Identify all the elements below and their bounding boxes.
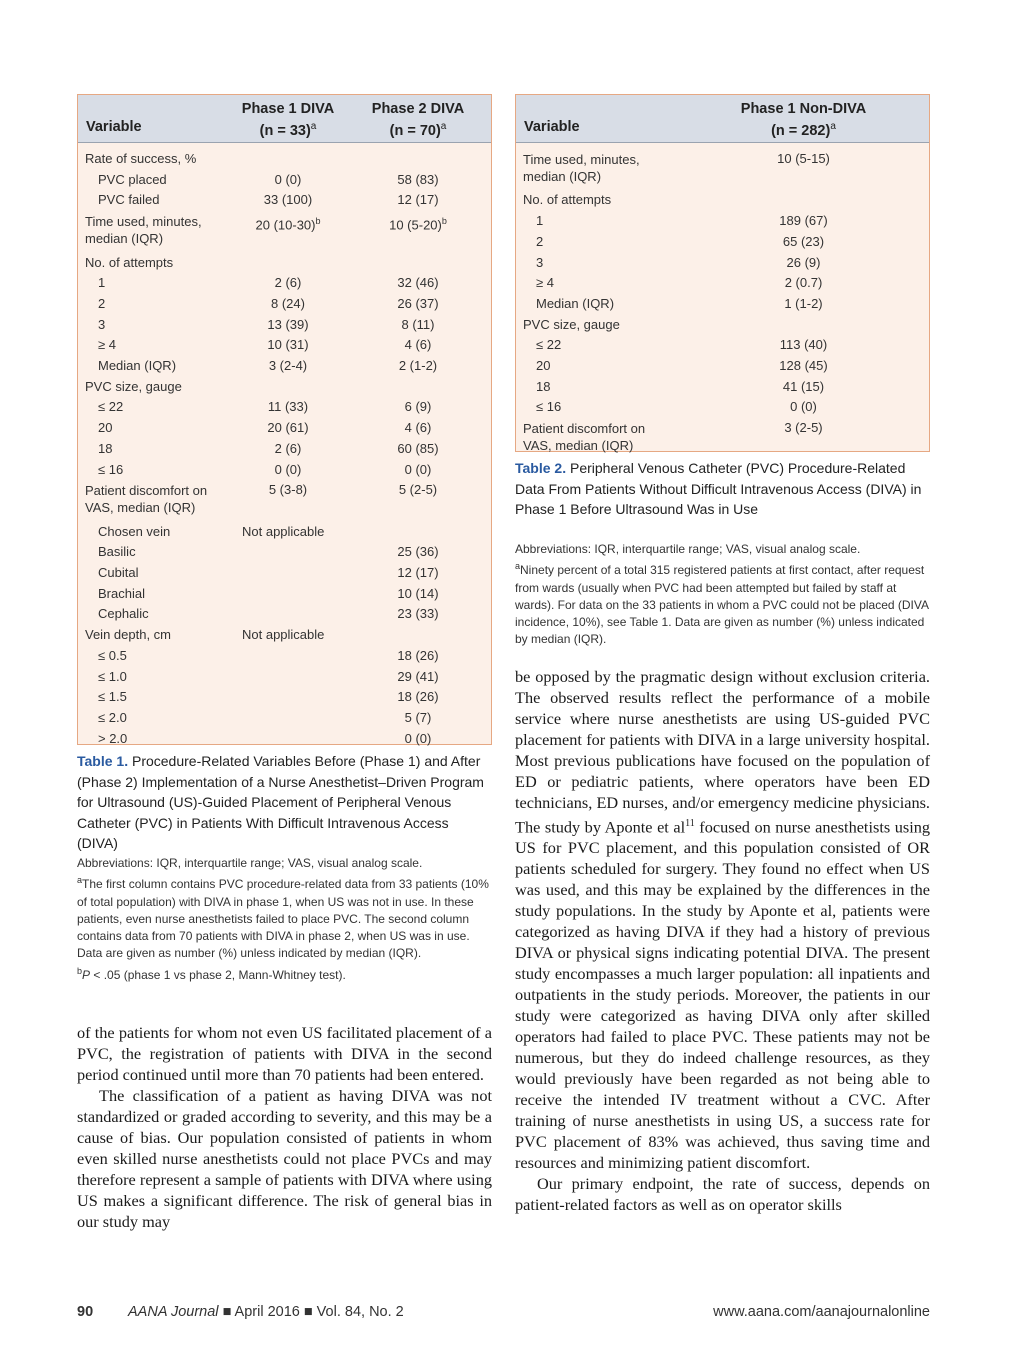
row-label: ≤ 2.0 (98, 709, 127, 725)
table-row (78, 625, 491, 646)
row-label: ≥ 4 (536, 275, 554, 291)
row-value-2: 2 (1-2) (398, 358, 438, 373)
row-label: Patient discomfort on VAS, median (IQR) (523, 421, 646, 454)
row-label: ≤ 1.0 (98, 668, 127, 684)
row-label: No. of attempts (85, 254, 174, 270)
table-row (78, 418, 491, 439)
row-value-2: 5 (7) (404, 709, 432, 725)
row-label: Brachial (98, 585, 145, 601)
table-row (516, 335, 929, 356)
row-label: 18 (98, 440, 113, 456)
row-value-1: 2 (6) (274, 275, 302, 291)
row-label: Cubital (98, 565, 139, 580)
table-row (78, 646, 491, 667)
row-label: PVC size, gauge (523, 316, 620, 332)
table-row (78, 170, 491, 191)
row-label: ≤ 0.5 (98, 647, 127, 663)
page-number: 90 (77, 1304, 94, 1320)
table-row (78, 397, 491, 418)
row-label: > 2.0 (98, 730, 128, 746)
table-row (516, 377, 929, 398)
table-2-abbreviations: Abbreviations: IQR, interquartile range; VAS, visual analog scale. (515, 542, 861, 556)
row-value-1: 2 (0.7) (784, 275, 823, 291)
table-row (78, 253, 491, 274)
table-row (516, 190, 929, 211)
row-label: Cephalic (98, 606, 149, 622)
row-value-1: 189 (67) (779, 213, 828, 229)
table-row (78, 542, 491, 563)
row-label: ≤ 1.5 (98, 689, 127, 705)
row-value-2: 4 (6) (404, 420, 432, 436)
row-value-1: 41 (15) (782, 378, 825, 394)
table-row (78, 708, 491, 729)
row-value-1: 0 (0) (274, 461, 302, 477)
row-value-2: 4 (6) (404, 337, 432, 353)
row-value-1: 20 (61) (267, 420, 309, 436)
table-row (78, 294, 491, 315)
row-label: Chosen vein (98, 523, 171, 539)
row-value-1: 0 (0) (790, 399, 817, 415)
row-label: 18 (536, 378, 551, 394)
row-value-1: 20 $(10-30)^b$ (255, 216, 321, 233)
row-label: Time used, minutes, median (IQR) (85, 214, 202, 247)
row-value-2: 26 (37) (397, 295, 439, 311)
left-column-text (77, 1022, 492, 1232)
table-1-note-a: $^a$The first column contains PVC procedure-related data from 33 patients (10% of total population) with DIVA in phase 1, when US was not in use. In these patients, even nurse anesthetists failed to place PVC. The second column contains data from 70 patients with DIVA in phase 2, when US was in use. Data are given as number (%) unless indicated by median (IQR). (77, 875, 489, 961)
row-value-2: 29 (41) (397, 668, 439, 684)
row-label: Rate of success, % (85, 151, 197, 166)
row-label: Median (IQR) (536, 295, 615, 311)
row-value-1: 10 (5-15) (777, 151, 830, 166)
row-value-1: 2 (6) (274, 440, 302, 456)
row-value-2: 25 (36) (397, 544, 439, 560)
row-value-1: Not applicable (242, 523, 325, 539)
table-row (78, 584, 491, 605)
journal-url: www.aana.com/aanajournalonline (713, 1304, 930, 1320)
right-paragraph-1: be opposed by the pragmatic design without exclusion criteria. The observed results reflect the performance of a mobile service where nurse anesthetists are using US-guided PVC placement for patients with DIVA in a large university hospital. Most previous publications have focused on the population of ED or pediatric patients, where operators have been ED technicians, ED nurses, and/or emergency medicine physicians. The study by Aponte et $al^{11}$ focused on nurse anesthetists using US for PVC placement, and this population consisted of OR patients scheduled for surgery. They found no effect when US was used, and this may be explained by the differences in the study populations. In the study by Aponte et al, patients were categorized as having DIVA if they had a history of previous DIVA or physical signs indicating potential DIVA. The present study encompasses a much larger population: all inpatients and outpatients in the study periods. Moreover, the patients in our study were categorized as having DIVA only after skilled operators had failed to place PVC. These patients may not be numerous, but they do indeed challenge resources, as they would previously have been regarded as not being able to receive the intended IV treatment without a CVC. After training of nurse anesthetists in using US, a success rate for PVC placement of 83% was achieved, thus saving time and resources and minimizing patient discomfort. (515, 667, 930, 1173)
row-value-2: 60 (85) (397, 440, 439, 456)
row-label: Basilic (98, 544, 136, 560)
table-2 (515, 94, 930, 452)
table-row (516, 397, 929, 418)
table-row (78, 190, 491, 211)
row-label: PVC placed (98, 171, 167, 187)
table-row (78, 356, 491, 377)
row-value-2: 58 (83) (397, 171, 439, 187)
row-value-1: 10 (31) (267, 337, 309, 353)
row-value-2: 12 (17) (397, 565, 439, 580)
row-label: ≤ 16 (98, 461, 124, 477)
table-row (78, 687, 491, 708)
row-value-1: Not applicable (242, 627, 325, 643)
row-label: Patient discomfort on VAS, median (IQR) (85, 483, 208, 516)
table-row (516, 273, 929, 294)
row-label: 1 (536, 213, 544, 229)
row-label: No. of attempts (523, 192, 612, 208)
table-row (78, 377, 491, 398)
row-label: PVC size, gauge (85, 378, 182, 394)
table-row (516, 356, 929, 377)
table-2-notes (515, 541, 930, 649)
row-value-1: 3 (2-5) (784, 420, 823, 436)
row-label: Time used, minutes, median (IQR) (523, 152, 640, 184)
table-2-header-phase1: Phase 1 Non-DIVA (n = 282)$^a$ (740, 101, 867, 139)
table-row (78, 439, 491, 460)
row-label: 2 (536, 233, 544, 249)
row-value-2: 23 (33) (397, 606, 439, 622)
table-1-header (78, 95, 491, 143)
table-row (516, 232, 929, 253)
table-row (516, 211, 929, 232)
row-value-1: 26 (9) (786, 254, 821, 270)
right-paragraph-2: Our primary endpoint, the rate of success, depends on patient-related factors as well as on operator skills (515, 1174, 930, 1215)
table-1-header-variable: Variable (86, 119, 142, 135)
row-value-2: 18 (26) (397, 689, 439, 705)
table-row (516, 149, 929, 186)
row-value-1: 65 (23) (782, 233, 825, 249)
table-row (516, 294, 929, 315)
row-label: 2 (98, 295, 106, 311)
row-value-1: 1 (1-2) (784, 295, 823, 311)
row-value-2: 32 (46) (397, 275, 439, 291)
row-value-2: 0 (0) (404, 461, 432, 477)
row-value-2: 10 $(5-20)^b$ (389, 216, 447, 233)
row-value-1: 8 (24) (271, 295, 305, 311)
table-row (516, 315, 929, 336)
row-value-1: 0 (0) (274, 171, 302, 187)
table-2-header-variable: Variable (524, 119, 580, 135)
table-1-header-phase1: Phase 1 DIVA (n = 33)$^a$ (241, 101, 335, 139)
table-row (78, 522, 491, 543)
row-value-2: 10 (14) (397, 585, 439, 601)
row-label: 3 (98, 316, 106, 332)
table-row (78, 315, 491, 336)
table-1 (77, 94, 492, 745)
row-value-1: 33 (100) (263, 192, 313, 208)
journal-citation: AANA Journal ■ April 2016 ■ Vol. 84, No. 2 (128, 1304, 404, 1320)
table-row (78, 563, 491, 584)
row-value-1: 113 (40) (779, 337, 828, 353)
left-paragraph-2: The classification of a patient as having DIVA was not standardized or graded according to severity, and this may be a cause of bias. Our population consisted of patients in whom even skilled nurse anesthetists could not place PVCs and may therefore represent a sample of patients with DIVA where using US makes a significant difference. The risk of general bias in our study may (77, 1086, 492, 1231)
row-value-1: 5 (3-8) (268, 482, 308, 498)
row-label: ≤ 16 (536, 399, 562, 415)
table-row (516, 418, 929, 455)
table-row (78, 480, 491, 517)
row-label: 1 (98, 275, 106, 291)
table-row (78, 149, 491, 170)
table-row (78, 460, 491, 481)
row-value-1: 13 (39) (267, 316, 309, 332)
table-row (78, 211, 491, 248)
row-value-1: 11 (33) (267, 399, 309, 415)
table-2-header (516, 95, 929, 143)
row-label: ≤ 22 (536, 337, 562, 353)
table-row (78, 667, 491, 688)
row-label: 20 (98, 420, 113, 436)
table-row (78, 604, 491, 625)
table-1-header-phase2: Phase 2 DIVA (n = 70)$^a$ (371, 101, 465, 139)
table-row (516, 253, 929, 274)
table-row (78, 729, 491, 750)
row-value-1: 128 (45) (779, 358, 828, 373)
row-value-2: 12 (17) (397, 192, 439, 208)
row-label: Vein depth, cm (85, 627, 171, 643)
row-label: 3 (536, 254, 544, 270)
left-paragraph-1: of the patients for whom not even US facilitated placement of a PVC, the registration of patients with DIVA in the second period continued until more than 70 patients had been entered. (77, 1023, 492, 1084)
row-label: PVC failed (98, 192, 160, 208)
row-value-2: 18 (26) (397, 647, 439, 663)
row-value-2: 5 (2-5) (398, 482, 438, 498)
table-1-caption: Table 1. Procedure-Related Variables Before (Phase 1) and After (Phase 2) Implementation of a Nurse Anesthetist–Driven Program for Ultrasound (US)-Guided Placement of Peripheral Venous Catheter (PVC) in Patients With Difficult Intravenous Access (DIVA) (77, 753, 484, 851)
row-label: ≤ 22 (98, 399, 124, 415)
table-1-abbreviations: Abbreviations: IQR, interquartile range; VAS, visual analog scale. (77, 856, 423, 870)
row-value-2: 8 (11) (401, 316, 435, 332)
table-1-note-b: $^b$P < .05 (phase 1 vs phase 2, Mann-Whitney test). (77, 965, 346, 982)
row-label: ≥ 4 (98, 337, 116, 353)
citation-reference: 11 (685, 818, 695, 829)
row-value-2: 6 (9) (404, 399, 432, 415)
row-label: 20 (536, 358, 551, 373)
table-row (78, 335, 491, 356)
table-2-note-a: $^a$Ninety percent of a total 315 registered patients at first contact, after request from wards (usually when PVC had been attempted but failed by staff at wards). For data on the 33 patients in whom a PVC could not be placed (DIVA incidence, 10%), see Table 1. Data are given as number (%) unless indicated by median (IQR). (515, 561, 929, 647)
row-value-2: 0 (0) (404, 730, 432, 746)
right-column-text (515, 666, 930, 1215)
table-row (78, 273, 491, 294)
table-2-caption: Table 2. Peripheral Venous Catheter (PVC) Procedure-Related Data From Patients Without Difficult Intravenous Access (DIVA) in Phase 1 Before Ultrasound Was in Use (515, 460, 922, 517)
row-value-1: 3 (2-4) (268, 358, 308, 373)
row-label: Median (IQR) (98, 358, 177, 373)
table-1-notes (77, 855, 492, 984)
